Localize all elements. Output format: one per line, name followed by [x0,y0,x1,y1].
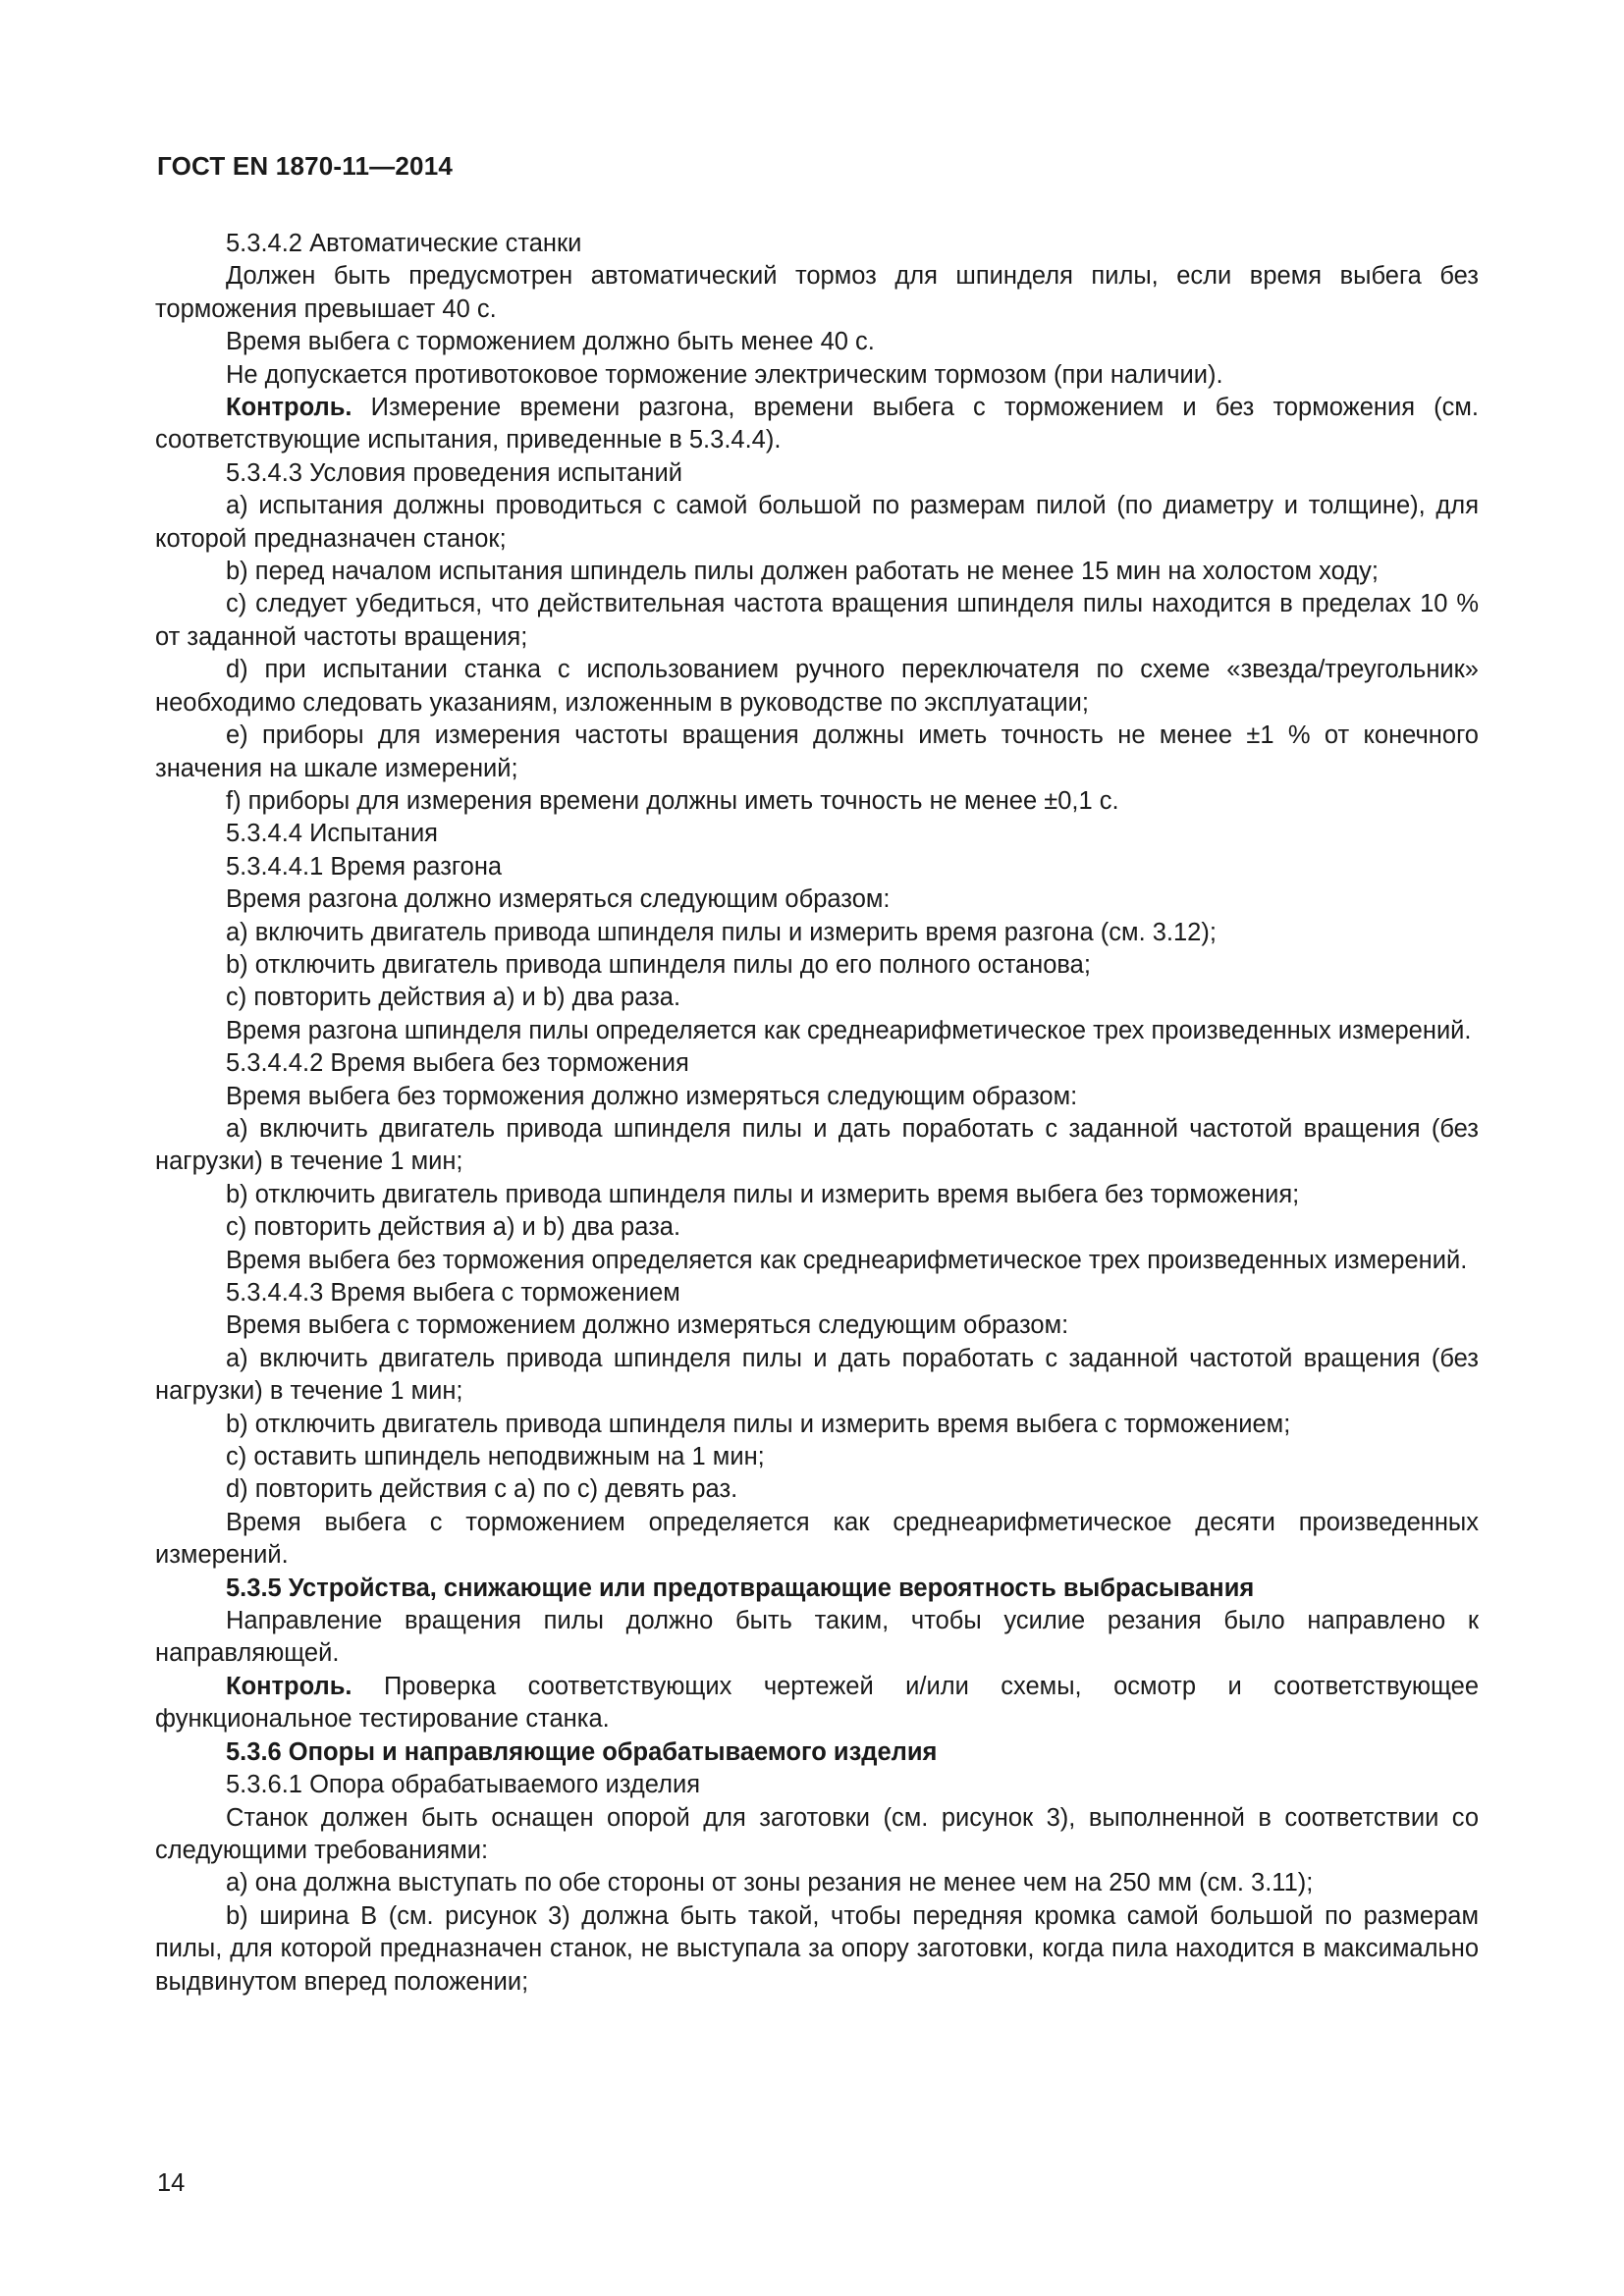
clause-heading: 5.3.4.3 Условия проведения испытаний [226,458,682,487]
list-item: c) оставить шпиндель неподвижным на 1 мин; [226,1443,765,1471]
paragraph: Время разгона шпинделя пилы определяется как среднеарифметическое трех произведенных измерений. [226,1016,1472,1044]
list-item: c) повторить действия a) и b) два раза. [226,984,681,1012]
clause-heading: 5.3.4.4.3 Время выбега с торможением [226,1279,680,1307]
document-code-header: ГОСТ EN 1870-11—2014 [157,151,454,181]
clause-heading: 5.3.4.4.2 Время выбега без торможения [226,1049,689,1078]
list-item: c) повторить действия a) и b) два раза. [226,1213,681,1242]
list-item: b) отключить двигатель привода шпинделя пилы до его полного останова; [226,950,1091,979]
list-item: d) при испытании станка с использованием ручного переключателя по схеме «звезда/треугольник» необходимо следовать указаниям, изложенным в руководстве по эксплуатации; [155,656,1479,717]
control-text: Измерение времени разгона, времени выбега с торможением и без торможения (см. соответствующие испытания, приведенные в 5.3.4.4). [155,394,1479,454]
paragraph: Время выбега без торможения определяется как среднеарифметическое трех произведенных измерений. [226,1246,1468,1274]
control-text: Проверка соответствующих чертежей и/или схемы, осмотр и соответствующее функциональное тестирование станка. [155,1672,1479,1734]
list-item: a) включить двигатель привода шпинделя пилы и дать поработать с заданной частотой вращения (без нагрузки) в течение 1 мин; [155,1114,1479,1176]
list-item: a) включить двигатель привода шпинделя пилы и измерить время разгона (см. 3.12); [226,918,1217,946]
paragraph: Станок должен быть оснащен опорой для заготовки (см. рисунок 3), выполненной в соответствии со следующими требованиями: [155,1803,1479,1864]
control-label: Контроль. [226,394,352,422]
paragraph: Время выбега с торможением определяется как среднеарифметическое десяти произведенных измерений. [155,1508,1479,1570]
paragraph: Направление вращения пилы должно быть таким, чтобы усилие резания было направлено к направляющей. [155,1607,1479,1668]
list-item: c) следует убедиться, что действительная частота вращения шпинделя пилы находится в пределах 10 % от заданной частоты вращения; [155,590,1479,651]
paragraph: Время выбега с торможением должно быть менее 40 с. [226,328,875,356]
list-item: a) включить двигатель привода шпинделя пилы и дать поработать с заданной частотой вращения (без нагрузки) в течение 1 мин; [155,1344,1479,1406]
list-item: b) ширина B (см. рисунок 3) должна быть такой, чтобы передняя кромка самой большой по размерам пилы, для которой предназначен станок, не выступала за опору заготовки, когда пила находится в максимально выдвинутом вперед положении; [155,1901,1479,1996]
paragraph: Должен быть предусмотрен автоматический тормоз для шпинделя пилы, если время выбега без торможения превышает 40 с. [155,262,1479,323]
control-paragraph [155,1671,1479,1736]
section-heading: 5.3.6 Опоры и направляющие обрабатываемого изделия [226,1737,938,1766]
list-item: b) отключить двигатель привода шпинделя пилы и измерить время выбега с торможением; [226,1410,1291,1438]
list-item: f) приборы для измерения времени должны иметь точность не менее ±0,1 с. [226,786,1119,815]
page-number: 14 [157,2169,186,2197]
paragraph: Время разгона должно измеряться следующим образом: [226,885,891,914]
clause-heading: 5.3.4.4 Испытания [226,820,438,848]
list-item: a) она должна выступать по обе стороны от зоны резания не менее чем на 250 мм (см. 3.11); [226,1869,1314,1897]
paragraph: Время выбега с торможением должно измеряться следующим образом: [226,1311,1069,1340]
section-heading: 5.3.5 Устройства, снижающие или предотвращающие вероятность выбрасывания [226,1574,1255,1602]
list-item: e) приборы для измерения частоты вращения должны иметь точность не менее ±1 % от конечного значения на шкале измерений; [155,721,1479,782]
list-item: d) повторить действия с a) по c) девять раз. [226,1475,738,1504]
clause-heading: 5.3.4.2 Автоматические станки [226,230,582,257]
document-body [155,228,1479,1999]
paragraph: Время выбега без торможения должно измеряться следующим образом: [226,1082,1078,1110]
control-label: Контроль. [226,1672,352,1700]
list-item: a) испытания должны проводиться с самой большой по размерам пилой (по диаметру и толщине), для которой предназначен станок; [155,492,1479,553]
list-item: b) перед началом испытания шпиндель пилы должен работать не менее 15 мин на холостом ходу; [226,558,1379,586]
control-paragraph [155,392,1479,457]
clause-heading: 5.3.6.1 Опора обрабатываемого изделия [226,1771,701,1799]
list-item: b) отключить двигатель привода шпинделя пилы и измерить время выбега без торможения; [226,1180,1300,1208]
clause-heading: 5.3.4.4.1 Время разгона [226,852,503,881]
paragraph: Не допускается противотоковое торможение электрическим тормозом (при наличии). [226,360,1223,389]
